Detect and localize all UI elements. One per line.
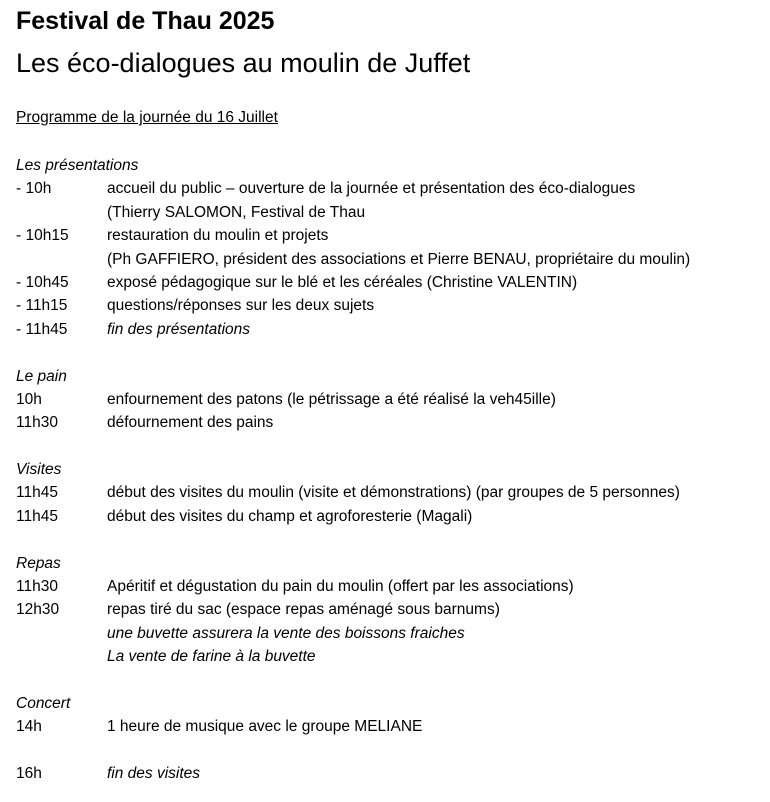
schedule-section [16, 692, 766, 739]
schedule-description: enfournement des patons (le pétrissage a été réalisé la veh45ille) [107, 390, 556, 408]
schedule-row [16, 645, 766, 668]
schedule-time: 11h45 [16, 507, 58, 525]
schedule-time: - 10h45 [16, 273, 69, 291]
schedule-row [16, 411, 766, 434]
schedule-row [16, 224, 766, 247]
schedule-time: 11h30 [16, 578, 58, 596]
schedule [16, 154, 766, 786]
schedule-time: - 10h [16, 180, 52, 198]
document-subtitle: Les éco-dialogues au moulin de Juffet [16, 48, 471, 78]
schedule-section [16, 762, 766, 785]
document-title: Festival de Thau 2025 [16, 7, 275, 35]
section-title: Les présentations [16, 157, 139, 174]
schedule-section [16, 458, 766, 528]
schedule-row [16, 318, 766, 341]
schedule-row [16, 715, 766, 738]
schedule-row [16, 294, 766, 317]
schedule-time: - 10h15 [16, 227, 69, 245]
schedule-time: 12h30 [16, 601, 60, 619]
schedule-time: 10h [16, 390, 42, 408]
schedule-row [16, 201, 766, 224]
schedule-description: fin des présentations [107, 320, 251, 338]
schedule-description: (Thierry SALOMON, Festival de Thau [107, 203, 366, 221]
schedule-time: 16h [16, 765, 42, 783]
schedule-row [16, 271, 766, 294]
schedule-description: accueil du public – ouverture de la journée et présentation des éco-dialogues [107, 180, 636, 198]
schedule-row [16, 598, 766, 621]
schedule-description: début des visites du champ et agroforesterie (Magali) [107, 507, 473, 525]
schedule-description: repas tiré du sac (espace repas aménagé sous barnums) [107, 601, 500, 619]
schedule-row [16, 505, 766, 528]
schedule-row [16, 762, 766, 785]
schedule-time: - 11h15 [16, 297, 68, 315]
section-title: Visites [16, 461, 62, 479]
schedule-time: - 11h45 [16, 320, 68, 338]
schedule-time [16, 645, 107, 668]
schedule-description: restauration du moulin et projets [107, 227, 329, 245]
schedule-description: défournement des pains [107, 414, 274, 432]
schedule-section [16, 365, 766, 435]
schedule-row [16, 481, 766, 504]
schedule-time: 11h30 [16, 414, 58, 432]
schedule-row [16, 388, 766, 411]
schedule-section [16, 552, 766, 669]
section-title: Repas [16, 554, 61, 572]
schedule-description: début des visites du moulin (visite et démonstrations) (par groupes de 5 personnes) [107, 484, 680, 502]
section-title: Concert [16, 694, 71, 712]
schedule-time: 14h [16, 718, 42, 736]
schedule-row [16, 177, 766, 200]
schedule-description: 1 heure de musique avec le groupe MELIANE [107, 718, 423, 736]
program-heading: Programme de la journée du 16 Juillet [16, 109, 278, 126]
schedule-description: questions/réponses sur les deux sujets [107, 297, 375, 315]
schedule-row [16, 248, 766, 271]
schedule-description: exposé pédagogique sur le blé et les céréales (Christine VALENTIN) [107, 273, 578, 291]
schedule-time [16, 248, 107, 271]
schedule-time: 11h45 [16, 484, 58, 502]
schedule-time [16, 622, 107, 645]
schedule-description: La vente de farine à la buvette [107, 648, 316, 666]
schedule-row [16, 575, 766, 598]
schedule-description: fin des visites [107, 765, 201, 783]
schedule-description: (Ph GAFFIERO, président des associations et Pierre BENAU, propriétaire du moulin) [107, 250, 691, 268]
schedule-section [16, 154, 766, 341]
schedule-time [16, 201, 107, 224]
schedule-description: une buvette assurera la vente des boissons fraiches [107, 624, 465, 642]
schedule-description: Apéritif et dégustation du pain du moulin (offert par les associations) [107, 578, 574, 596]
section-title: Le pain [16, 367, 67, 385]
schedule-row [16, 622, 766, 645]
